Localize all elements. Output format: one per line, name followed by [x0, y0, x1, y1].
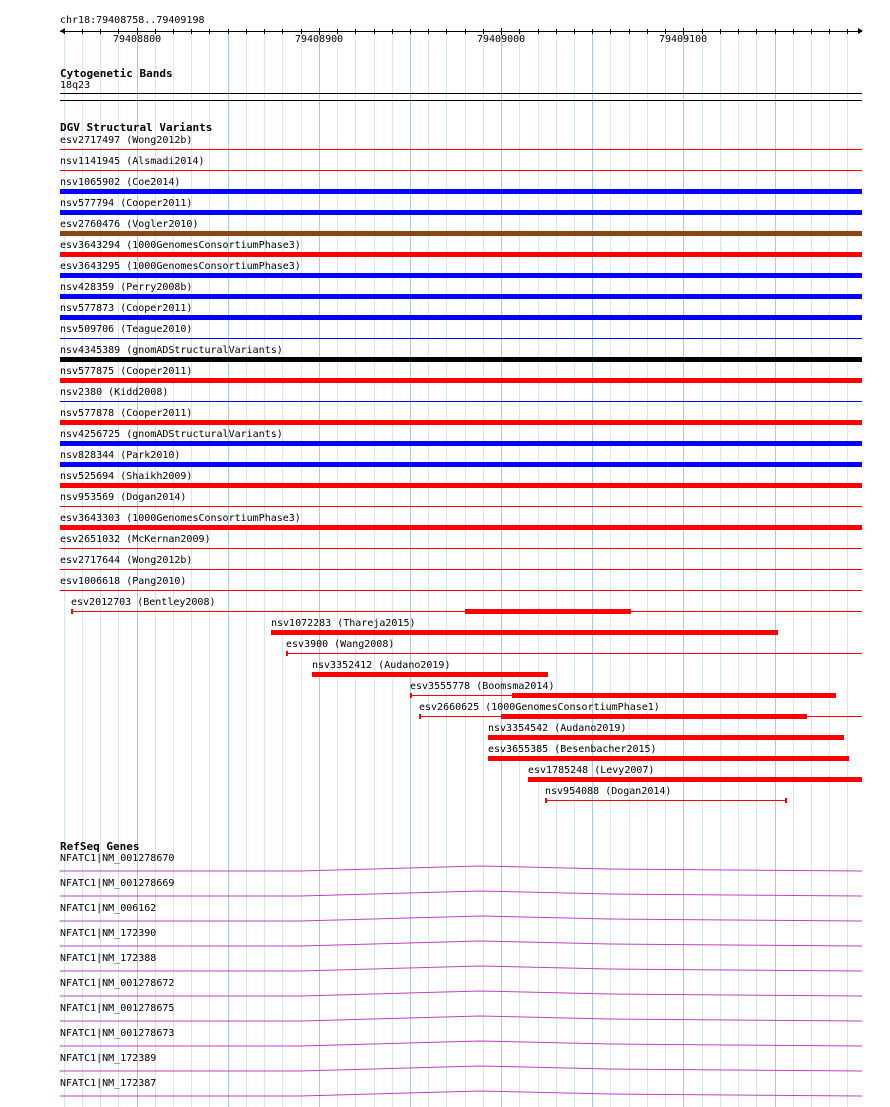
variant-label[interactable]: esv3655385 (Besenbacher2015)	[488, 744, 657, 755]
gene-intron-line[interactable]	[0, 953, 890, 978]
ruler-minor-tick	[647, 29, 648, 34]
gene-intron-line[interactable]	[0, 928, 890, 953]
variant-label[interactable]: nsv2380 (Kidd2008)	[60, 387, 169, 398]
gene-intron-path[interactable]	[60, 916, 862, 921]
variant-row[interactable]	[0, 659, 890, 680]
ruler-tick-label: 79408900	[295, 34, 344, 45]
variant-bar[interactable]	[60, 525, 862, 530]
gene-row[interactable]	[0, 903, 890, 928]
gene-label[interactable]: NFATC1|NM_172389	[60, 1053, 157, 1064]
variant-label[interactable]: nsv509706 (Teague2010)	[60, 324, 193, 335]
variant-label[interactable]: esv3643294 (1000GenomesConsortiumPhase3)	[60, 240, 301, 251]
variant-line[interactable]	[60, 338, 862, 339]
variant-line[interactable]	[545, 800, 787, 801]
variant-block[interactable]	[419, 714, 421, 719]
variant-label[interactable]: nsv525694 (Shaikh2009)	[60, 471, 193, 482]
ruler-minor-tick	[100, 29, 101, 34]
variant-row[interactable]	[0, 134, 890, 155]
variant-label[interactable]: nsv3354542 (Audano2019)	[488, 723, 627, 734]
ruler-minor-tick	[538, 29, 539, 34]
variant-label[interactable]: esv3555778 (Boomsma2014)	[410, 681, 555, 692]
variant-line[interactable]	[60, 590, 862, 591]
variant-row[interactable]	[0, 596, 890, 617]
variant-row[interactable]	[0, 197, 890, 218]
ruler-tick-label: 79408800	[113, 34, 162, 45]
variant-bar[interactable]	[60, 378, 862, 383]
ruler-minor-tick	[574, 29, 575, 34]
ruler-arrow-right	[858, 28, 863, 34]
dgv-track-title: DGV Structural Variants	[60, 121, 213, 134]
gene-intron-path[interactable]	[60, 1041, 862, 1046]
gene-row[interactable]	[0, 1078, 890, 1103]
ruler-minor-tick	[64, 29, 65, 34]
cytoband-bar-top[interactable]	[60, 93, 862, 94]
variant-bar[interactable]	[60, 210, 862, 215]
gene-intron-path[interactable]	[60, 866, 862, 871]
ruler-minor-tick	[592, 29, 593, 34]
variant-row[interactable]	[0, 365, 890, 386]
ruler-minor-tick	[465, 29, 466, 34]
variant-row[interactable]	[0, 260, 890, 281]
variant-label[interactable]: esv2660625 (1000GenomesConsortiumPhase1)	[419, 702, 660, 713]
ruler-minor-tick	[410, 29, 411, 34]
variant-label[interactable]: esv2717644 (Wong2012b)	[60, 555, 193, 566]
ruler-minor-tick	[264, 29, 265, 34]
ruler-axis[interactable]	[60, 31, 862, 32]
gene-label[interactable]: NFATC1|NM_001278670	[60, 853, 175, 864]
ruler-minor-tick	[775, 29, 776, 34]
variant-line[interactable]	[60, 149, 862, 150]
gene-intron-path[interactable]	[60, 966, 862, 971]
variant-bar[interactable]	[60, 483, 862, 488]
variant-bar[interactable]	[60, 294, 862, 299]
variant-line[interactable]	[60, 401, 862, 402]
gene-intron-line[interactable]	[0, 1003, 890, 1028]
refseq-track-title: RefSeq Genes	[60, 840, 140, 853]
cytoband-track-title: Cytogenetic Bands	[60, 67, 173, 80]
gene-intron-path[interactable]	[60, 1066, 862, 1071]
variant-label[interactable]: nsv1141945 (Alsmadi2014)	[60, 156, 205, 167]
variant-row[interactable]	[0, 617, 890, 638]
gene-intron-path[interactable]	[60, 891, 862, 896]
variant-row[interactable]	[0, 701, 890, 722]
ruler-minor-tick	[556, 29, 557, 34]
gene-intron-line[interactable]	[0, 903, 890, 928]
gene-label[interactable]: NFATC1|NM_006162	[60, 903, 157, 914]
variant-block[interactable]	[512, 693, 836, 698]
variant-block[interactable]	[410, 693, 412, 698]
variant-label[interactable]: nsv428359 (Perry2008b)	[60, 282, 193, 293]
variant-label[interactable]: nsv577794 (Cooper2011)	[60, 198, 193, 209]
variant-label[interactable]: esv2760476 (Vogler2010)	[60, 219, 199, 230]
variant-label[interactable]: esv2717497 (Wong2012b)	[60, 135, 193, 146]
variant-bar[interactable]	[60, 420, 862, 425]
gene-intron-path[interactable]	[60, 991, 862, 996]
variant-bar[interactable]	[488, 735, 844, 740]
variant-bar[interactable]	[60, 231, 862, 236]
variant-label[interactable]: nsv828344 (Park2010)	[60, 450, 181, 461]
variant-label[interactable]: nsv1065902 (Coe2014)	[60, 177, 181, 188]
variant-row[interactable]	[0, 155, 890, 176]
gene-intron-path[interactable]	[60, 1091, 862, 1096]
gene-row[interactable]	[0, 978, 890, 1003]
variant-row[interactable]	[0, 239, 890, 260]
ruler-minor-tick	[738, 29, 739, 34]
variant-row[interactable]	[0, 533, 890, 554]
ruler-minor-tick	[446, 29, 447, 34]
cytoband-bar-bottom[interactable]	[60, 100, 862, 101]
ruler-minor-tick	[392, 29, 393, 34]
variant-row[interactable]	[0, 323, 890, 344]
variant-line[interactable]	[60, 569, 862, 570]
gene-row[interactable]	[0, 1003, 890, 1028]
variant-label[interactable]: esv1006618 (Pang2010)	[60, 576, 187, 587]
variant-bar[interactable]	[312, 672, 548, 677]
ruler-minor-tick	[209, 29, 210, 34]
gene-intron-path[interactable]	[60, 941, 862, 946]
variant-label[interactable]: esv2012703 (Bentley2008)	[71, 597, 216, 608]
variant-label[interactable]: nsv4345389 (gnomADStructuralVariants)	[60, 345, 283, 356]
gene-intron-path[interactable]	[60, 1016, 862, 1021]
gene-intron-line[interactable]	[0, 978, 890, 1003]
variant-row[interactable]	[0, 281, 890, 302]
variant-line[interactable]	[60, 506, 862, 507]
variant-row[interactable]	[0, 554, 890, 575]
variant-row[interactable]	[0, 449, 890, 470]
variant-row[interactable]	[0, 470, 890, 491]
ruler-minor-tick	[173, 29, 174, 34]
gene-label[interactable]: NFATC1|NM_001278672	[60, 978, 175, 989]
variant-label[interactable]: esv1785248 (Levy2007)	[528, 765, 655, 776]
variant-row[interactable]	[0, 491, 890, 512]
variant-bar[interactable]	[60, 462, 862, 467]
ruler-minor-tick	[847, 29, 848, 34]
variant-row[interactable]	[0, 428, 890, 449]
variant-row[interactable]	[0, 512, 890, 533]
variant-row[interactable]	[0, 176, 890, 197]
variant-line[interactable]	[60, 170, 862, 171]
variant-block[interactable]	[465, 609, 631, 614]
gene-row[interactable]	[0, 953, 890, 978]
variant-row[interactable]	[0, 785, 890, 806]
gene-intron-line[interactable]	[0, 853, 890, 878]
variant-bar[interactable]	[528, 777, 862, 782]
ruler-minor-tick	[374, 29, 375, 34]
gene-label[interactable]: NFATC1|NM_001278673	[60, 1028, 175, 1039]
variant-block[interactable]	[501, 714, 807, 719]
ruler-tick-label: 79409100	[659, 34, 708, 45]
ruler-minor-tick	[829, 29, 830, 34]
ruler-minor-tick	[228, 29, 229, 34]
gene-intron-line[interactable]	[0, 1053, 890, 1078]
variant-label[interactable]: nsv577873 (Cooper2011)	[60, 303, 193, 314]
ruler-minor-tick	[82, 29, 83, 34]
ruler-minor-tick	[282, 29, 283, 34]
variant-bar[interactable]	[488, 756, 849, 761]
variant-line[interactable]	[60, 548, 862, 549]
variant-label[interactable]: esv3643303 (1000GenomesConsortiumPhase3)	[60, 513, 301, 524]
variant-block[interactable]	[71, 609, 73, 614]
variant-label[interactable]: esv3900 (Wang2008)	[286, 639, 395, 650]
gene-row[interactable]	[0, 878, 890, 903]
variant-label[interactable]: esv3643295 (1000GenomesConsortiumPhase3)	[60, 261, 301, 272]
gene-label[interactable]: NFATC1|NM_172387	[60, 1078, 157, 1089]
variant-bar[interactable]	[60, 273, 862, 278]
variant-bar[interactable]	[60, 189, 862, 194]
ruler-minor-tick	[811, 29, 812, 34]
variant-row[interactable]	[0, 764, 890, 785]
variant-row[interactable]	[0, 638, 890, 659]
ruler-tick-label: 79409000	[477, 34, 526, 45]
variant-label[interactable]: nsv3352412 (Audano2019)	[312, 660, 451, 671]
gene-row[interactable]	[0, 928, 890, 953]
variant-label[interactable]: nsv954088 (Dogan2014)	[545, 786, 672, 797]
gene-label[interactable]: NFATC1|NM_001278669	[60, 878, 175, 889]
ruler-minor-tick	[246, 29, 247, 34]
variant-row[interactable]	[0, 407, 890, 428]
ruler-minor-tick	[720, 29, 721, 34]
ruler-minor-tick	[428, 29, 429, 34]
gene-label[interactable]: NFATC1|NM_172388	[60, 953, 157, 964]
gene-intron-line[interactable]	[0, 1028, 890, 1053]
variant-line[interactable]	[286, 653, 862, 654]
ruler-minor-tick	[355, 29, 356, 34]
variant-row[interactable]	[0, 575, 890, 596]
gene-label[interactable]: NFATC1|NM_001278675	[60, 1003, 175, 1014]
variant-row[interactable]	[0, 680, 890, 701]
variant-block[interactable]	[545, 798, 547, 803]
cytoband-label: 18q23	[60, 80, 91, 91]
variant-bar[interactable]	[60, 441, 862, 446]
gene-row[interactable]	[0, 1028, 890, 1053]
gene-intron-line[interactable]	[0, 1078, 890, 1103]
variant-bar[interactable]	[60, 315, 862, 320]
gene-intron-line[interactable]	[0, 878, 890, 903]
variant-row[interactable]	[0, 218, 890, 239]
variant-label[interactable]: nsv1072283 (Thareja2015)	[271, 618, 416, 629]
variant-label[interactable]: nsv4256725 (gnomADStructuralVariants)	[60, 429, 283, 440]
variant-block[interactable]	[785, 798, 787, 803]
ruler-title: chr18:79408758..79409198	[60, 15, 205, 26]
ruler-minor-tick	[793, 29, 794, 34]
variant-bar[interactable]	[271, 630, 778, 635]
variant-row[interactable]	[0, 722, 890, 743]
ruler-minor-tick	[191, 29, 192, 34]
variant-row[interactable]	[0, 344, 890, 365]
gene-label[interactable]: NFATC1|NM_172390	[60, 928, 157, 939]
variant-label[interactable]: nsv577878 (Cooper2011)	[60, 408, 193, 419]
variant-label[interactable]: nsv953569 (Dogan2014)	[60, 492, 187, 503]
variant-row[interactable]	[0, 302, 890, 323]
variant-bar[interactable]	[60, 252, 862, 257]
variant-row[interactable]	[0, 386, 890, 407]
variant-block[interactable]	[286, 651, 288, 656]
variant-label[interactable]: nsv577875 (Cooper2011)	[60, 366, 193, 377]
ruler-minor-tick	[610, 29, 611, 34]
gene-row[interactable]	[0, 1053, 890, 1078]
variant-label[interactable]: esv2651032 (McKernan2009)	[60, 534, 211, 545]
gene-row[interactable]	[0, 853, 890, 878]
variant-bar[interactable]	[60, 357, 862, 362]
variant-row[interactable]	[0, 743, 890, 764]
ruler-minor-tick	[756, 29, 757, 34]
ruler-minor-tick	[629, 29, 630, 34]
